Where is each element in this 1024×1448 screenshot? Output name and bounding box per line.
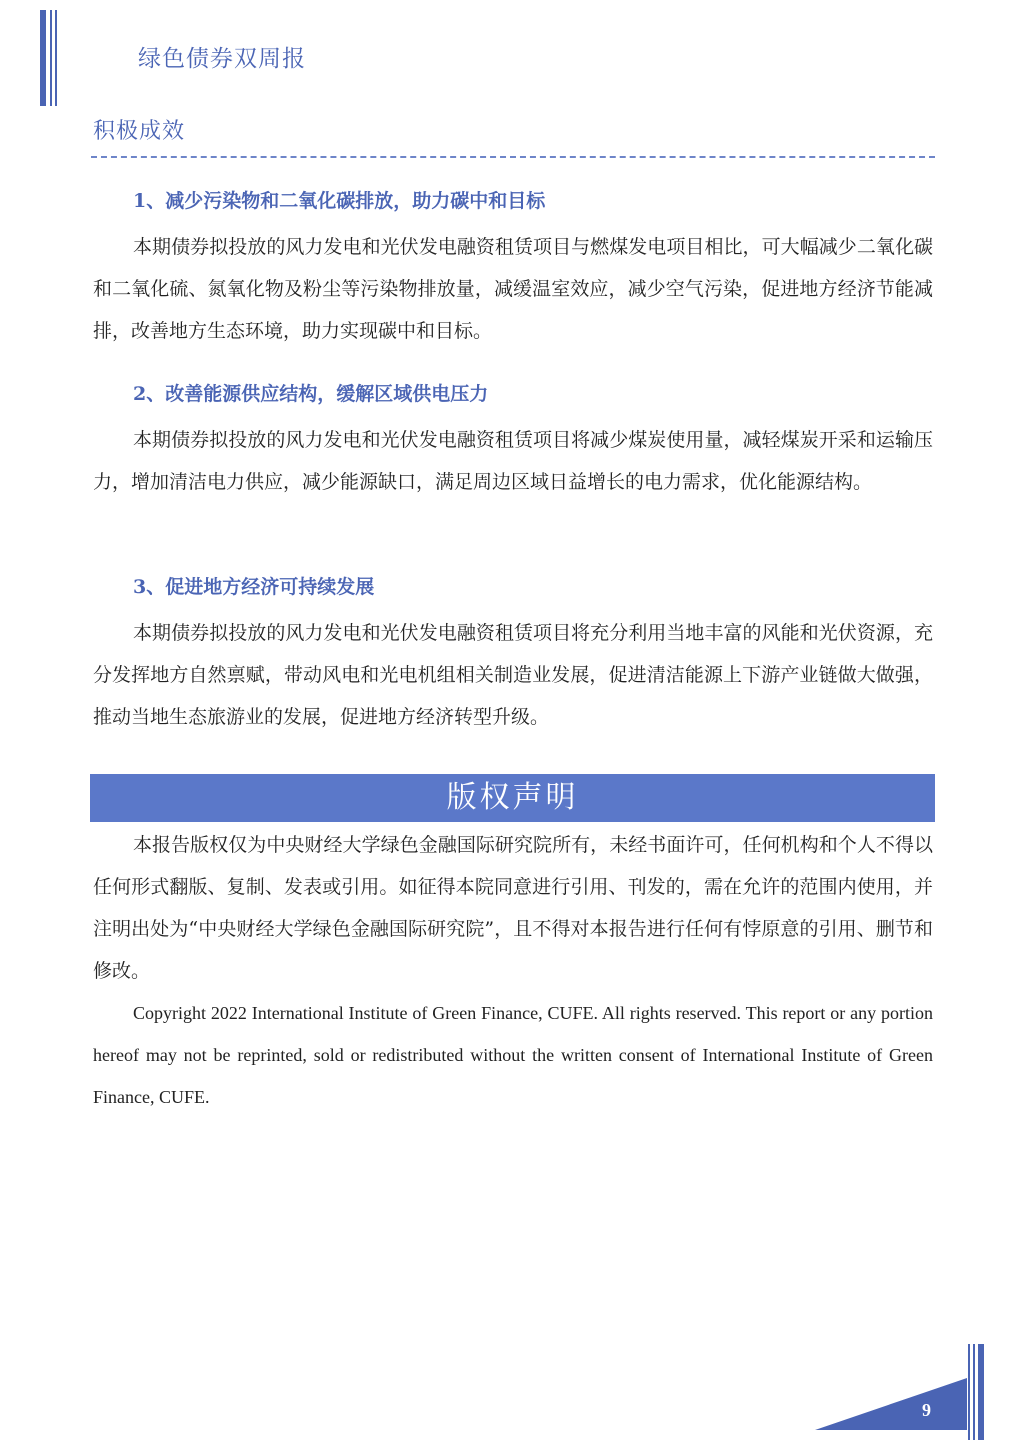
footer-decoration-bars [968,1344,988,1440]
item-2 [93,379,933,503]
page-number: 9 [922,1400,931,1420]
item-3 [93,572,933,738]
copyright-en [93,992,933,1118]
copyright-en-text: Copyright 2022 International Institute of Green Finance, CUFE. All rights reserved. This report or any portion hereof may not be reprinted, sold or redistributed without the written consent of International Institute of Green Finance, CUFE. [93,1003,933,1107]
header-title: 绿色债券双周报 [138,46,306,72]
section-title: 积极成效 [93,119,186,144]
copyright-cn-text: 本报告版权仅为中央财经大学绿色金融国际研究院所有，未经书面许可，任何机构和个人不得以任何形式翻版、复制、发表或引用。如征得本院同意进行引用、刊发的，需在允许的范围内使用，并注明出处为“中央财经大学绿色金融国际研究院”，且不得对本报告进行任何有悖原意的引用、删节和修改。 [93,834,933,982]
section-divider [91,156,935,158]
item-1-text: 本期债券拟投放的风力发电和光伏发电融资租赁项目与燃煤发电项目相比，可大幅减少二氧化碳和二氧化硫、氮氧化物及粉尘等污染物排放量，减缓温室效应，减少空气污染，促进地方经济节能减排，改善地方生态环境，助力实现碳中和目标。 [93,236,933,342]
copyright-cn [93,824,933,992]
header-decoration-bars [40,10,60,106]
item-2-heading: 2、改善能源供应结构，缓解区域供电压力 [133,383,489,405]
copyright-banner: 版权声明 [90,774,935,822]
item-1-heading: 1、减少污染物和二氧化碳排放，助力碳中和目标 [133,190,546,212]
item-1 [93,186,933,352]
footer-triangle [815,1378,967,1430]
item-3-heading: 3、促进地方经济可持续发展 [133,576,375,598]
item-2-text: 本期债券拟投放的风力发电和光伏发电融资租赁项目将减少煤炭使用量，减轻煤炭开采和运输压力，增加清洁电力供应，减少能源缺口，满足周边区域日益增长的电力需求，优化能源结构。 [93,429,933,493]
item-3-text: 本期债券拟投放的风力发电和光伏发电融资租赁项目将充分利用当地丰富的风能和光伏资源，充分发挥地方自然禀赋，带动风电和光电机组相关制造业发展，促进清洁能源上下游产业链做大做强，推动当地生态旅游业的发展，促进地方经济转型升级。 [93,622,933,728]
